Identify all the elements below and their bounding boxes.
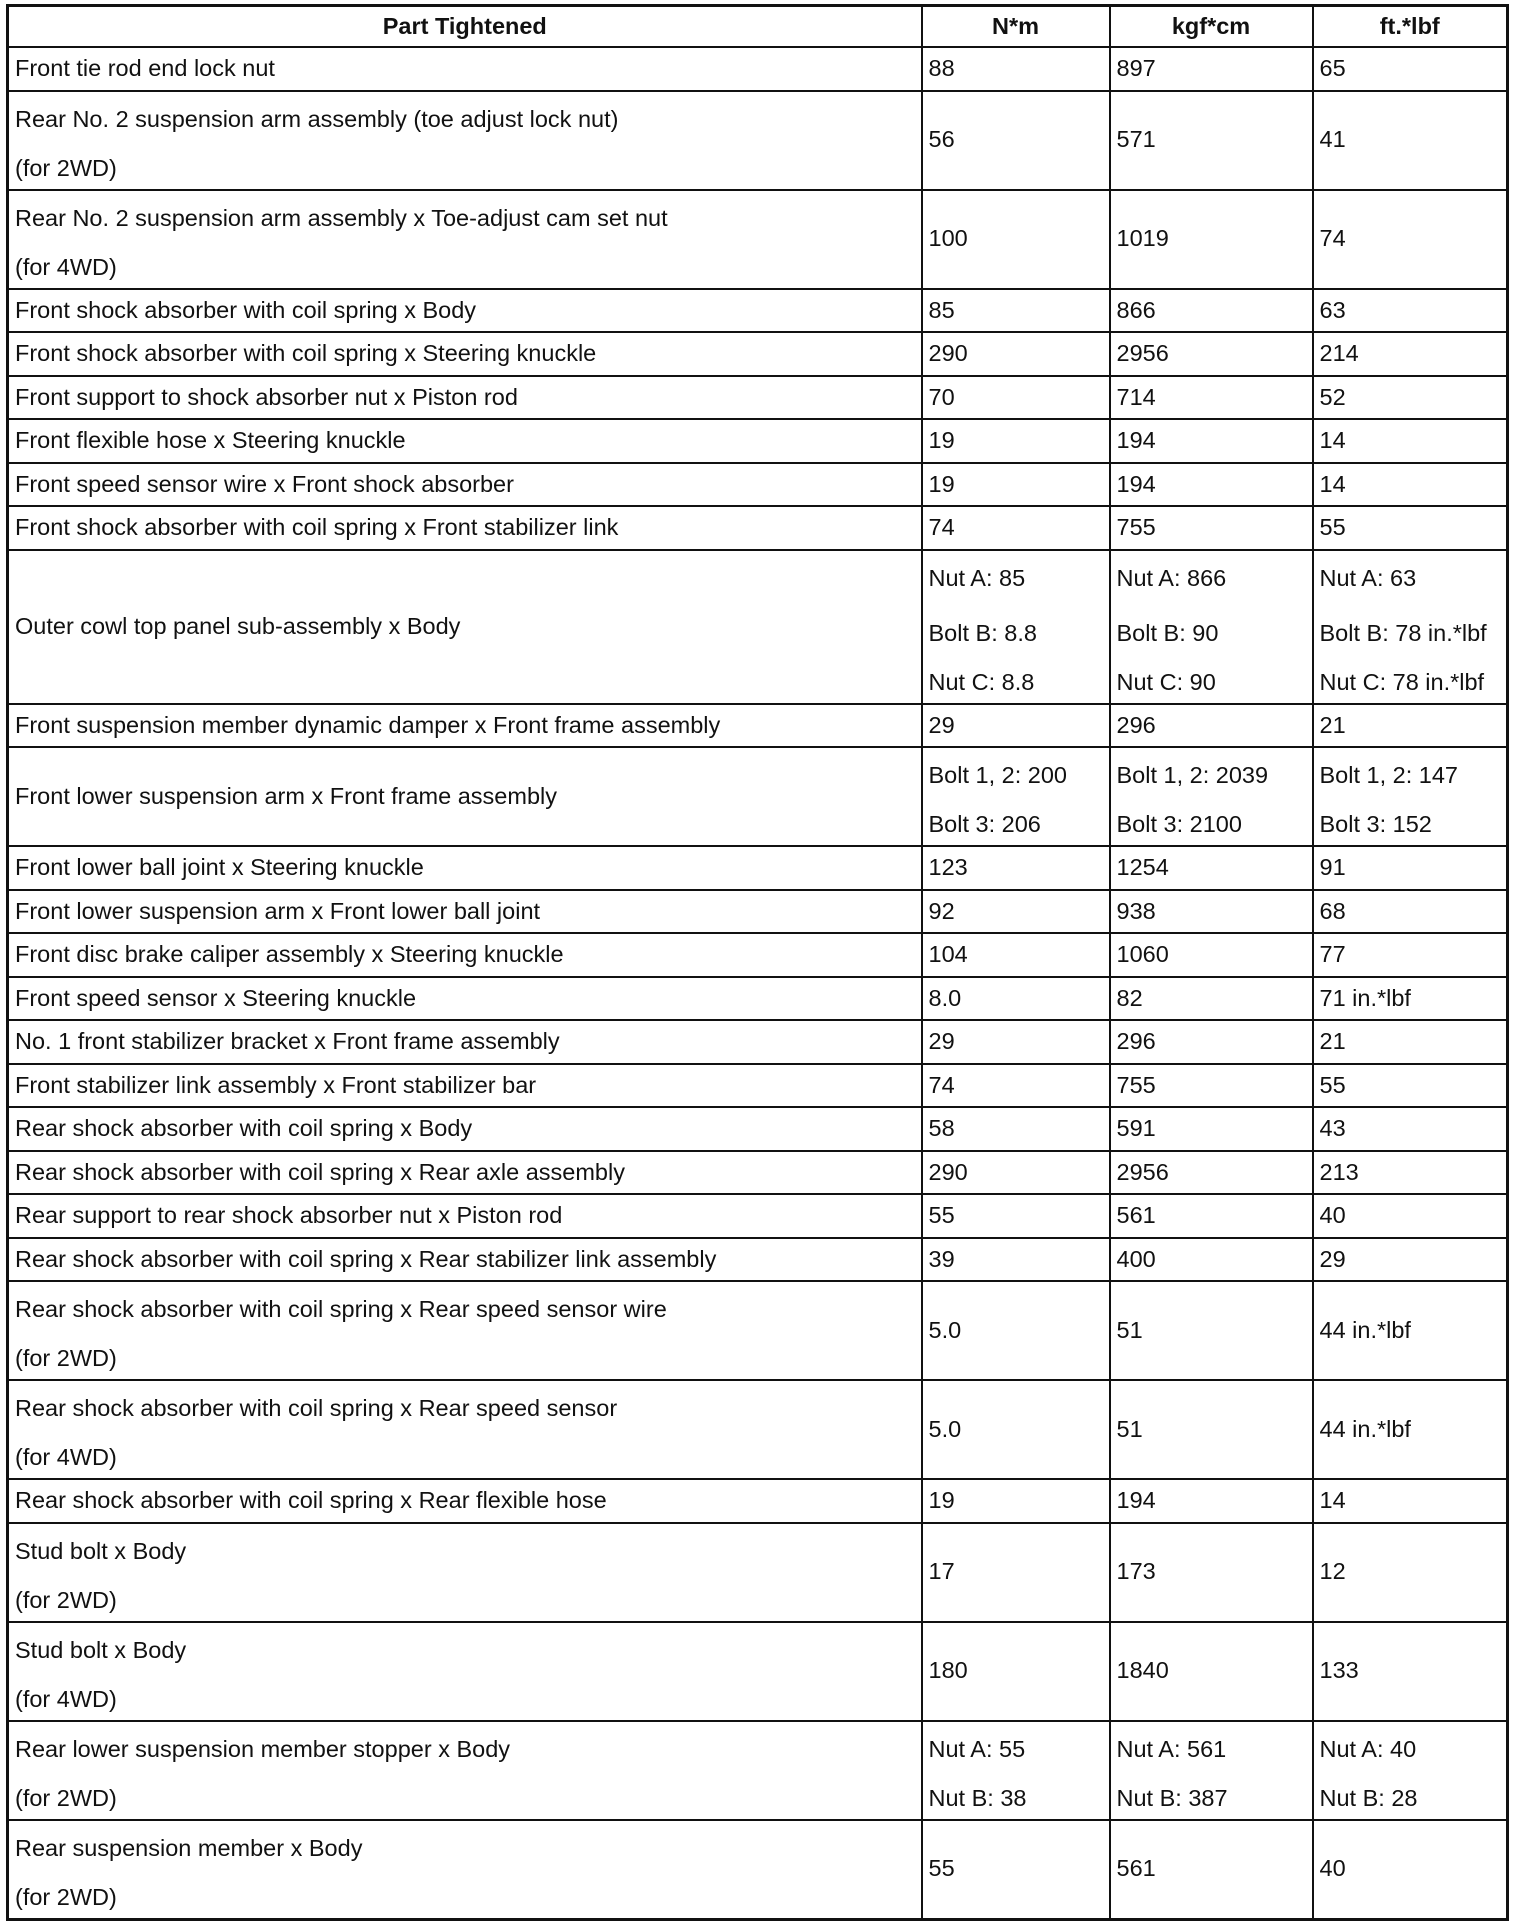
- ft-cell: [1313, 1622, 1508, 1721]
- nm-cell: [922, 1523, 1110, 1622]
- part-cell: [8, 47, 922, 91]
- part-cell-line: (for 2WD): [15, 1586, 117, 1613]
- kgf-cell-line: Nut A: 561: [1116, 1735, 1227, 1762]
- nm-cell-line: Bolt B: 8.8: [928, 619, 1037, 646]
- kgf-cell-text: 400: [1116, 1245, 1156, 1272]
- nm-cell: [922, 1479, 1110, 1523]
- part-cell-text: Front shock absorber with coil spring x Body: [15, 296, 477, 323]
- kgf-cell: [1110, 1020, 1313, 1064]
- ft-cell: [1313, 419, 1508, 463]
- nm-cell-text: 19: [928, 427, 955, 453]
- kgf-cell: [1110, 550, 1313, 704]
- nm-cell: [922, 91, 1110, 190]
- kgf-cell-text: 591: [1116, 1115, 1156, 1141]
- ft-cell-text: 52: [1319, 383, 1346, 410]
- kgf-cell-line: Nut C: 90: [1116, 668, 1216, 695]
- ft-cell: [1313, 1107, 1508, 1151]
- nm-cell-text: 55: [928, 1202, 955, 1228]
- ft-cell: [1313, 289, 1508, 333]
- kgf-cell: [1110, 506, 1313, 550]
- ft-cell-text: 14: [1319, 427, 1346, 453]
- kgf-cell: [1110, 91, 1313, 190]
- part-cell-text: Front support to shock absorber nut x Piston rod: [15, 383, 518, 410]
- nm-cell-text: 29: [928, 711, 955, 738]
- nm-cell-line: Nut B: 38: [928, 1784, 1027, 1811]
- nm-cell: [922, 463, 1110, 507]
- table-row: [8, 1194, 1508, 1238]
- nm-cell-text: 92: [928, 897, 955, 924]
- part-cell: [8, 1194, 922, 1238]
- part-cell: [8, 1820, 922, 1920]
- part-cell-text: Rear shock absorber with coil spring x Rear axle assembly: [15, 1158, 625, 1185]
- header-newton-meter: N*m: [922, 6, 1110, 48]
- kgf-cell: [1110, 933, 1313, 977]
- part-cell: [8, 1107, 922, 1151]
- nm-cell-text: 19: [928, 1487, 955, 1513]
- nm-cell: [922, 332, 1110, 376]
- ft-cell: [1313, 1820, 1508, 1920]
- ft-cell: [1313, 1194, 1508, 1238]
- ft-cell: [1313, 550, 1508, 704]
- nm-cell: [922, 1281, 1110, 1380]
- kgf-cell: [1110, 1107, 1313, 1151]
- table-row: [8, 376, 1508, 420]
- ft-cell-line: Bolt B: 78 in.*lbf: [1319, 619, 1487, 646]
- part-cell-line: (for 2WD): [15, 1345, 117, 1371]
- part-cell-line: Rear No. 2 suspension arm assembly x Toe-adjust cam set nut: [15, 204, 668, 231]
- table-row: [8, 747, 1508, 846]
- nm-cell: [922, 190, 1110, 289]
- ft-cell: [1313, 1380, 1508, 1479]
- header-kgf-cm: kgf*cm: [1110, 6, 1313, 48]
- nm-cell-text: 8.0: [928, 984, 962, 1011]
- nm-cell-line: Nut C: 8.8: [928, 668, 1035, 695]
- table-row: [8, 1020, 1508, 1064]
- part-cell-text: Front lower suspension arm x Front frame assembly: [15, 782, 557, 809]
- nm-cell-text: 290: [928, 340, 968, 366]
- part-cell: [8, 1151, 922, 1195]
- table-header-row: [8, 6, 1508, 48]
- part-cell: [8, 1721, 922, 1820]
- ft-cell-line: Nut C: 78 in.*lbf: [1319, 668, 1485, 695]
- kgf-cell: [1110, 419, 1313, 463]
- nm-cell: [922, 747, 1110, 846]
- torque-spec-table-container: [6, 4, 1506, 1921]
- nm-cell: [922, 1238, 1110, 1282]
- ft-cell-text: 65: [1319, 55, 1346, 81]
- kgf-cell: [1110, 1721, 1313, 1820]
- table-row: [8, 332, 1508, 376]
- nm-cell-text: 5.0: [928, 1415, 962, 1442]
- kgf-cell-text: 755: [1116, 514, 1156, 540]
- ft-cell: [1313, 190, 1508, 289]
- part-cell-line: Stud bolt x Body: [15, 1636, 187, 1663]
- ft-cell: [1313, 1281, 1508, 1380]
- ft-cell-text: 43: [1319, 1115, 1346, 1141]
- table-row: [8, 1281, 1508, 1380]
- part-cell: [8, 1238, 922, 1282]
- ft-cell-text: 91: [1319, 854, 1346, 880]
- kgf-cell: [1110, 704, 1313, 748]
- kgf-cell: [1110, 289, 1313, 333]
- ft-cell-text: 29: [1319, 1245, 1346, 1272]
- kgf-cell: [1110, 1820, 1313, 1920]
- kgf-cell: [1110, 890, 1313, 934]
- part-cell-text: Front speed sensor x Steering knuckle: [15, 984, 417, 1011]
- part-cell: [8, 1380, 922, 1479]
- nm-cell: [922, 419, 1110, 463]
- part-cell-line: Rear suspension member x Body: [15, 1834, 363, 1861]
- nm-cell-line: Nut A: 55: [928, 1735, 1026, 1762]
- table-row: [8, 463, 1508, 507]
- part-cell: [8, 846, 922, 890]
- ft-cell-line: Bolt 1, 2: 147: [1319, 762, 1458, 788]
- table-row: [8, 704, 1508, 748]
- nm-cell: [922, 933, 1110, 977]
- kgf-cell: [1110, 332, 1313, 376]
- table-row: [8, 289, 1508, 333]
- kgf-cell-text: 755: [1116, 1071, 1156, 1098]
- kgf-cell: [1110, 1281, 1313, 1380]
- kgf-cell: [1110, 1622, 1313, 1721]
- part-cell: [8, 463, 922, 507]
- ft-cell-text: 21: [1319, 1028, 1346, 1054]
- ft-cell: [1313, 704, 1508, 748]
- kgf-cell-text: 2956: [1116, 340, 1169, 366]
- kgf-cell-line: Nut B: 387: [1116, 1784, 1228, 1811]
- ft-cell-line: Nut A: 40: [1319, 1735, 1417, 1762]
- ft-cell: [1313, 332, 1508, 376]
- ft-cell-text: 14: [1319, 470, 1346, 497]
- ft-cell: [1313, 506, 1508, 550]
- nm-cell-line: Bolt 3: 206: [928, 811, 1041, 837]
- table-row: [8, 91, 1508, 190]
- part-cell-text: Front flexible hose x Steering knuckle: [15, 427, 406, 453]
- nm-cell-text: 104: [928, 941, 968, 967]
- ft-cell: [1313, 91, 1508, 190]
- kgf-cell-text: 194: [1116, 470, 1156, 497]
- nm-cell-text: 74: [928, 1071, 955, 1098]
- nm-cell-line: Bolt 1, 2: 200: [928, 762, 1067, 788]
- part-cell-text: Front speed sensor wire x Front shock absorber: [15, 470, 514, 497]
- part-cell-text: Front tie rod end lock nut: [15, 55, 275, 81]
- part-cell: [8, 1479, 922, 1523]
- kgf-cell: [1110, 1194, 1313, 1238]
- nm-cell-text: 290: [928, 1158, 968, 1185]
- part-cell-text: Front shock absorber with coil spring x Front stabilizer link: [15, 514, 619, 540]
- header-ft-lbf: ft.*lbf: [1313, 6, 1508, 48]
- kgf-cell-text: 714: [1116, 383, 1156, 410]
- part-cell-line: (for 4WD): [15, 253, 117, 280]
- table-row: [8, 846, 1508, 890]
- kgf-cell-text: 571: [1116, 126, 1156, 153]
- header-part-tightened: Part Tightened: [8, 6, 922, 48]
- table-row: [8, 1820, 1508, 1920]
- kgf-cell: [1110, 977, 1313, 1021]
- ft-cell: [1313, 47, 1508, 91]
- kgf-cell-text: 296: [1116, 711, 1156, 738]
- part-cell-text: Front suspension member dynamic damper x Front frame assembly: [15, 711, 721, 738]
- part-cell: [8, 289, 922, 333]
- kgf-cell: [1110, 1380, 1313, 1479]
- part-cell: [8, 190, 922, 289]
- kgf-cell-text: 561: [1116, 1855, 1156, 1882]
- ft-cell: [1313, 1479, 1508, 1523]
- kgf-cell: [1110, 747, 1313, 846]
- part-cell: [8, 332, 922, 376]
- nm-cell: [922, 550, 1110, 704]
- nm-cell-text: 74: [928, 514, 955, 540]
- ft-cell: [1313, 376, 1508, 420]
- ft-cell: [1313, 1721, 1508, 1820]
- part-cell: [8, 890, 922, 934]
- ft-cell-line: Bolt 3: 152: [1319, 811, 1432, 837]
- part-cell-text: Rear shock absorber with coil spring x Body: [15, 1115, 473, 1141]
- ft-cell-text: 214: [1319, 340, 1359, 366]
- kgf-cell: [1110, 47, 1313, 91]
- kgf-cell: [1110, 846, 1313, 890]
- ft-cell-text: 40: [1319, 1202, 1346, 1228]
- nm-cell-text: 5.0: [928, 1316, 962, 1343]
- part-cell: [8, 506, 922, 550]
- nm-cell: [922, 1380, 1110, 1479]
- part-cell-line: Stud bolt x Body: [15, 1537, 187, 1564]
- ft-cell: [1313, 1523, 1508, 1622]
- ft-cell-text: 55: [1319, 1071, 1346, 1098]
- kgf-cell-text: 82: [1116, 984, 1143, 1011]
- nm-cell-text: 180: [928, 1657, 968, 1684]
- table-row: [8, 550, 1508, 704]
- ft-cell: [1313, 1064, 1508, 1108]
- kgf-cell-line: Bolt B: 90: [1116, 619, 1219, 646]
- part-cell-text: Front lower ball joint x Steering knuckle: [15, 854, 424, 880]
- table-row: [8, 190, 1508, 289]
- table-row: [8, 977, 1508, 1021]
- part-cell: [8, 1622, 922, 1721]
- table-row: [8, 506, 1508, 550]
- ft-cell: [1313, 1020, 1508, 1064]
- part-cell: [8, 1523, 922, 1622]
- ft-cell-line: Nut B: 28: [1319, 1784, 1418, 1811]
- nm-cell: [922, 1820, 1110, 1920]
- kgf-cell-text: 173: [1116, 1558, 1156, 1585]
- table-body: [8, 47, 1508, 1919]
- ft-cell-text: 74: [1319, 225, 1346, 252]
- part-cell: [8, 704, 922, 748]
- part-cell: [8, 550, 922, 704]
- nm-cell-text: 123: [928, 854, 968, 880]
- part-cell-line: (for 2WD): [15, 154, 117, 181]
- part-cell-text: Front disc brake caliper assembly x Steering knuckle: [15, 941, 564, 967]
- table-row: [8, 1380, 1508, 1479]
- part-cell-line: (for 4WD): [15, 1685, 117, 1712]
- kgf-cell-line: Bolt 1, 2: 2039: [1116, 762, 1269, 788]
- kgf-cell: [1110, 463, 1313, 507]
- nm-cell: [922, 890, 1110, 934]
- table-row: [8, 1238, 1508, 1282]
- ft-cell: [1313, 747, 1508, 846]
- nm-cell-text: 100: [928, 225, 968, 252]
- ft-cell-text: 44 in.*lbf: [1319, 1415, 1411, 1442]
- kgf-cell-text: 897: [1116, 55, 1156, 81]
- nm-cell-text: 88: [928, 55, 955, 81]
- ft-cell-text: 68: [1319, 897, 1346, 924]
- nm-cell: [922, 1107, 1110, 1151]
- nm-cell: [922, 704, 1110, 748]
- kgf-cell-text: 51: [1116, 1415, 1143, 1442]
- table-row: [8, 1479, 1508, 1523]
- part-cell-line: Rear No. 2 suspension arm assembly (toe adjust lock nut): [15, 105, 619, 132]
- ft-cell-text: 44 in.*lbf: [1319, 1316, 1411, 1343]
- part-cell: [8, 1281, 922, 1380]
- ft-cell-line: Nut A: 63: [1319, 564, 1417, 591]
- table-row: [8, 1721, 1508, 1820]
- ft-cell: [1313, 1238, 1508, 1282]
- part-cell-line: (for 2WD): [15, 1784, 117, 1811]
- part-cell-text: No. 1 front stabilizer bracket x Front frame assembly: [15, 1028, 560, 1054]
- ft-cell: [1313, 933, 1508, 977]
- nm-cell: [922, 1064, 1110, 1108]
- nm-cell-text: 56: [928, 126, 955, 153]
- ft-cell: [1313, 890, 1508, 934]
- ft-cell-text: 12: [1319, 1558, 1346, 1585]
- ft-cell: [1313, 977, 1508, 1021]
- nm-cell-text: 58: [928, 1115, 955, 1141]
- kgf-cell-text: 194: [1116, 427, 1156, 453]
- ft-cell-text: 133: [1319, 1657, 1359, 1684]
- nm-cell-text: 70: [928, 383, 955, 410]
- nm-cell: [922, 1020, 1110, 1064]
- kgf-cell-text: 938: [1116, 897, 1156, 924]
- table-row: [8, 1107, 1508, 1151]
- kgf-cell-text: 1840: [1116, 1657, 1169, 1684]
- nm-cell: [922, 1151, 1110, 1195]
- kgf-cell-text: 1019: [1116, 225, 1169, 252]
- kgf-cell: [1110, 190, 1313, 289]
- part-cell-line: (for 2WD): [15, 1883, 117, 1910]
- kgf-cell: [1110, 1523, 1313, 1622]
- nm-cell: [922, 289, 1110, 333]
- kgf-cell-line: Bolt 3: 2100: [1116, 811, 1242, 837]
- nm-cell-text: 39: [928, 1245, 955, 1272]
- part-cell: [8, 1020, 922, 1064]
- ft-cell-text: 40: [1319, 1855, 1346, 1882]
- part-cell: [8, 376, 922, 420]
- table-row: [8, 933, 1508, 977]
- table-row: [8, 419, 1508, 463]
- nm-cell: [922, 1622, 1110, 1721]
- ft-cell-text: 77: [1319, 941, 1346, 967]
- nm-cell: [922, 846, 1110, 890]
- nm-cell-text: 29: [928, 1028, 955, 1054]
- ft-cell-text: 55: [1319, 514, 1346, 540]
- ft-cell: [1313, 1151, 1508, 1195]
- kgf-cell-text: 866: [1116, 296, 1156, 323]
- kgf-cell-text: 51: [1116, 1316, 1143, 1343]
- part-cell-text: Front lower suspension arm x Front lower ball joint: [15, 897, 541, 924]
- part-cell: [8, 91, 922, 190]
- kgf-cell-text: 194: [1116, 1487, 1156, 1513]
- kgf-cell: [1110, 376, 1313, 420]
- table-row: [8, 890, 1508, 934]
- table-row: [8, 1064, 1508, 1108]
- part-cell-text: Rear shock absorber with coil spring x Rear stabilizer link assembly: [15, 1245, 717, 1272]
- part-cell: [8, 977, 922, 1021]
- part-cell-text: Front shock absorber with coil spring x Steering knuckle: [15, 340, 597, 366]
- kgf-cell: [1110, 1479, 1313, 1523]
- kgf-cell-text: 296: [1116, 1028, 1156, 1054]
- part-cell-line: Rear lower suspension member stopper x Body: [15, 1735, 511, 1762]
- table-row: [8, 47, 1508, 91]
- kgf-cell: [1110, 1238, 1313, 1282]
- table-row: [8, 1622, 1508, 1721]
- part-cell-line: (for 4WD): [15, 1444, 117, 1470]
- part-cell: [8, 933, 922, 977]
- ft-cell-text: 71 in.*lbf: [1319, 984, 1411, 1011]
- kgf-cell-text: 1254: [1116, 854, 1169, 880]
- nm-cell: [922, 506, 1110, 550]
- nm-cell: [922, 47, 1110, 91]
- nm-cell-text: 55: [928, 1855, 955, 1882]
- ft-cell-text: 41: [1319, 126, 1346, 153]
- part-cell: [8, 419, 922, 463]
- torque-spec-table: [6, 4, 1509, 1921]
- nm-cell-text: 85: [928, 296, 955, 323]
- table-row: [8, 1523, 1508, 1622]
- part-cell: [8, 1064, 922, 1108]
- nm-cell: [922, 1721, 1110, 1820]
- kgf-cell: [1110, 1064, 1313, 1108]
- ft-cell-text: 213: [1319, 1158, 1359, 1185]
- nm-cell-text: 19: [928, 470, 955, 497]
- nm-cell: [922, 977, 1110, 1021]
- part-cell-text: Rear support to rear shock absorber nut x Piston rod: [15, 1202, 563, 1228]
- ft-cell-text: 21: [1319, 711, 1346, 738]
- part-cell-line: Rear shock absorber with coil spring x Rear speed sensor wire: [15, 1296, 667, 1322]
- kgf-cell-text: 1060: [1116, 941, 1169, 967]
- kgf-cell-line: Nut A: 866: [1116, 564, 1227, 591]
- ft-cell: [1313, 846, 1508, 890]
- nm-cell: [922, 1194, 1110, 1238]
- nm-cell-text: 17: [928, 1558, 955, 1585]
- kgf-cell: [1110, 1151, 1313, 1195]
- kgf-cell-text: 2956: [1116, 1158, 1169, 1185]
- ft-cell-text: 14: [1319, 1487, 1346, 1513]
- part-cell: [8, 747, 922, 846]
- nm-cell: [922, 376, 1110, 420]
- part-cell-line: Rear shock absorber with coil spring x Rear speed sensor: [15, 1395, 618, 1421]
- kgf-cell-text: 561: [1116, 1202, 1156, 1228]
- ft-cell-text: 63: [1319, 296, 1346, 323]
- ft-cell: [1313, 463, 1508, 507]
- part-cell-text: Front stabilizer link assembly x Front stabilizer bar: [15, 1071, 537, 1098]
- table-row: [8, 1151, 1508, 1195]
- part-cell-text: Outer cowl top panel sub-assembly x Body: [15, 612, 461, 639]
- part-cell-text: Rear shock absorber with coil spring x Rear flexible hose: [15, 1487, 607, 1513]
- nm-cell-line: Nut A: 85: [928, 564, 1026, 591]
